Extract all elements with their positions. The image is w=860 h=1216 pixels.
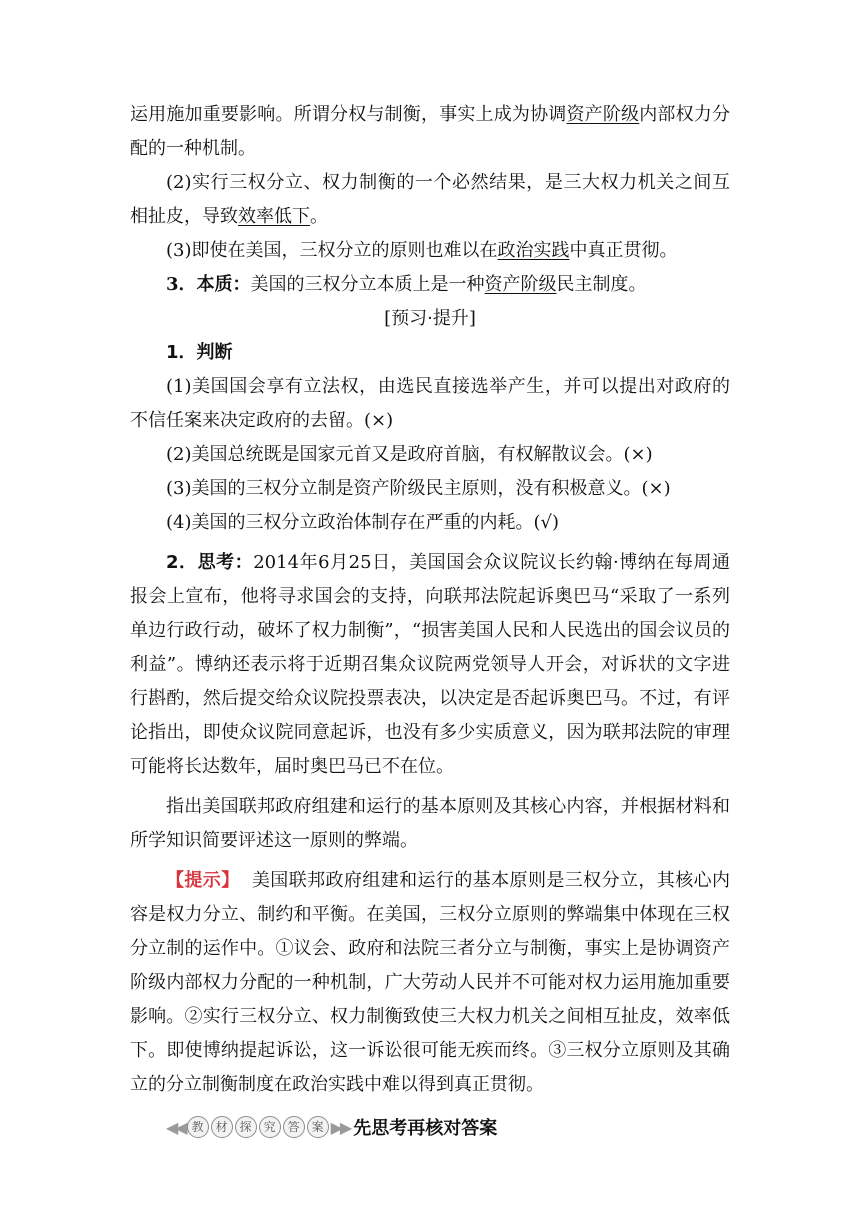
underlined-answer: 效率低下 <box>238 206 310 227</box>
hint-label: 【提示】 <box>166 870 240 891</box>
point-3-essence: 3．本质：美国的三权分立本质上是一种资产阶级民主制度。 <box>166 274 647 295</box>
item-2: (2)实行三权分立、权力制衡的一个必然结果，是三大权力机关之间互相扯皮，导致效率低下。 <box>130 172 730 227</box>
section-title: [预习·提升] <box>384 308 476 329</box>
double-chevron-right-icon: ▶▶ <box>330 1117 350 1137</box>
hint-paragraph: 【提示】 美国联邦政府组建和运行的基本原则是三权分立，其核心内容是权力分立、制约和平衡。在美国，三权分立原则的弊端集中体现在三权分立制的运作中。①议会、政府和法院三者分立与制衡，事实上是协调资产阶级内部权力分配的一种机制，广大劳动人民并不可能对权力运用施加重要影响。②实行三权分立、权力制衡致使三大权力机关之间相互扯皮，效率低下。即使博纳提起诉讼，这一诉讼很可能无疾而终。③三权分立原则及其确立的分立制衡制度在政治实践中难以得到真正贯彻。 <box>130 870 731 1095</box>
banner-text: 先思考再核对答案 <box>353 1118 498 1139</box>
judge-item: (2)美国总统既是国家元首又是政府首脑，有权解散议会。(×) <box>166 444 653 465</box>
underlined-answer: 资产阶级 <box>484 274 557 295</box>
badge-char: 究 <box>259 1116 281 1138</box>
think-material: 2．思考：2014年6月25日，美国国会众议院议长约翰·博纳在每周通报会上宣布，他将寻求国会的支持，向联邦法院起诉奥巴马“采取了一系列单边行政行动，破坏了权力制衡”，“损害美国人民和人民选出的国会议员的利益”。博纳还表示将于近期召集众议院两党领导人开会，对诉状的文字进行斟酌，然后提交给众议院投票表决，以决定是否起诉奥巴马。不过，有评论指出，即使众议院同意起诉，也没有多少实质意义，因为联邦法院的审理可能将长达数年，届时奥巴马已不在位。 <box>130 552 730 777</box>
badge-char: 探 <box>235 1116 257 1138</box>
answer-banner <box>166 1110 730 1144</box>
underlined-answer: 政治实践 <box>497 240 570 261</box>
judge-heading: 1．判断 <box>166 342 233 363</box>
badge-char: 材 <box>211 1116 233 1138</box>
judge-item: (3)美国的三权分立制是资产阶级民主原则，没有积极意义。(×) <box>166 478 671 499</box>
judge-item: (4)美国的三权分立政治体制存在严重的内耗。(√) <box>166 512 560 533</box>
document-page <box>130 98 730 1144</box>
paragraph-separation-of-powers: 运用施加重要影响。所谓分权与制衡，事实上成为协调资产阶级内部权力分配的一种机制。 <box>130 104 730 159</box>
banner-badge <box>187 1116 329 1138</box>
double-chevron-left-icon: ◀◀ <box>166 1117 185 1137</box>
badge-char: 答 <box>283 1116 305 1138</box>
underlined-answer: 资产阶级 <box>566 104 640 125</box>
badge-char: 案 <box>307 1116 329 1138</box>
judge-item: (1)美国国会享有立法权，由选民直接选举产生，并可以提出对政府的不信任案来决定政府的去留。(×) <box>130 376 730 431</box>
think-question: 指出美国联邦政府组建和运行的基本原则及其核心内容，并根据材料和所学知识简要评述这一原则的弊端。 <box>130 796 730 851</box>
badge-char: 教 <box>187 1116 209 1138</box>
item-3: (3)即使在美国，三权分立的原则也难以在政治实践中真正贯彻。 <box>166 240 678 261</box>
